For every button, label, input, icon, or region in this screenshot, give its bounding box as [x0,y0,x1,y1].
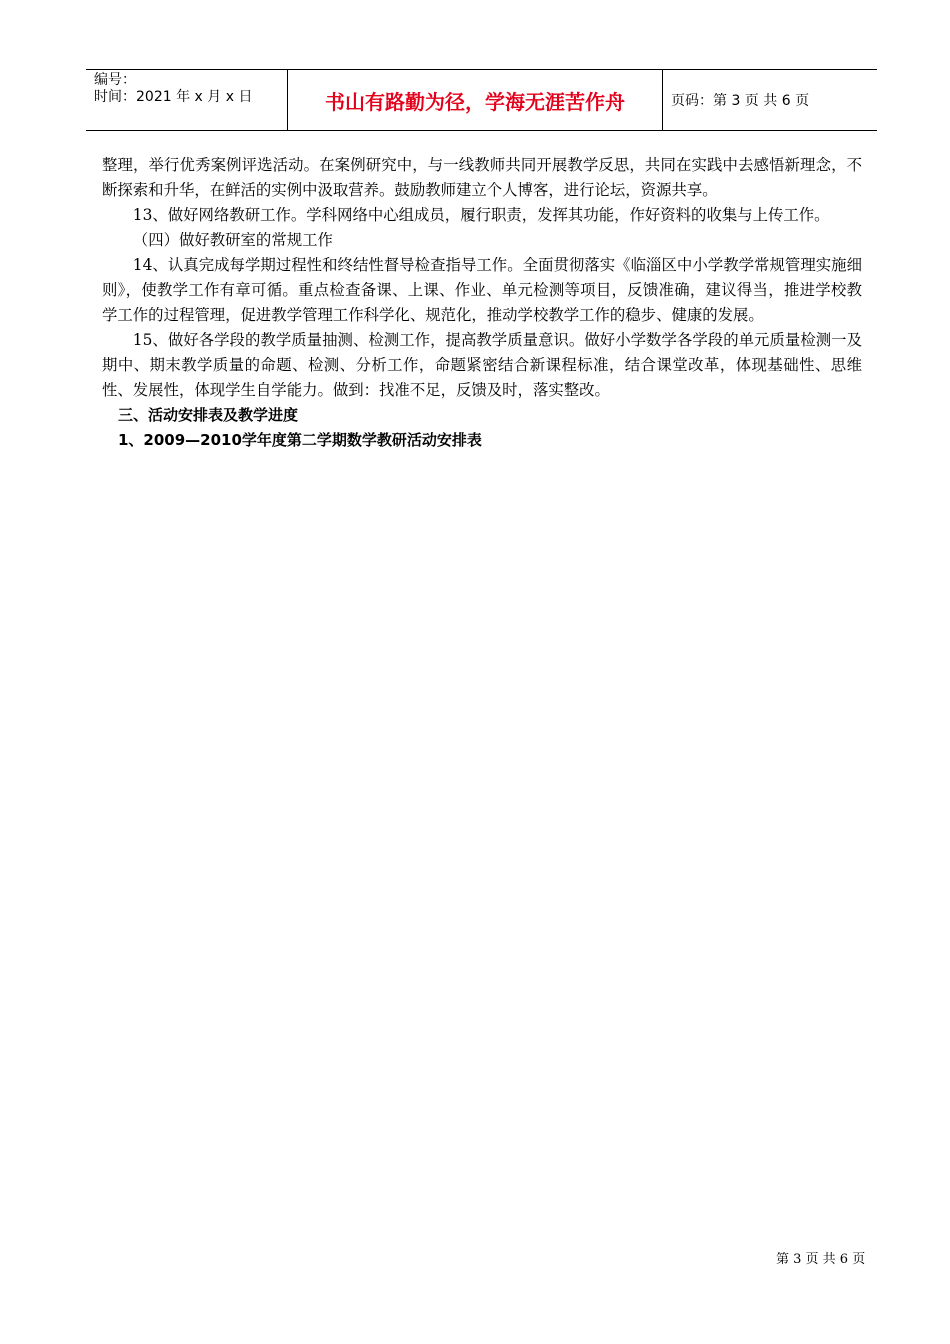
page-footer: 第 3 页 共 6 页 [776,1252,866,1267]
section-heading-4: （四）做好教研室的常规工作 [132,231,333,249]
paragraph-15: 15、做好各学段的教学质量抽测、检测工作，提高教学质量意识。做好小学数学各学段的单元质量检测一及期中、期末教学质量的命题、检测、分析工作，命题紧密结合新课程标准，结合课堂改革，体现基础性、思维性、发展性，体现学生自学能力。做到：找准不足，反馈及时，落实整改。 [102,331,862,399]
header-meta [86,70,288,130]
number-label: 编号： [94,72,136,88]
paragraph-14: 14、认真完成每学期过程性和终结性督导检查指导工作。全面贯彻落实《临淄区中小学教学常规管理实施细则》，使教学工作有章可循。重点检查备课、上课、作业、单元检测等项目，反馈准确，建议得当，推进学校教学工作的过程管理，促进教学管理工作科学化、规范化，推动学校教学工作的稳步、健康的发展。 [102,256,862,324]
section-heading-3: 三、活动安排表及教学进度 [118,406,299,424]
document-body [102,153,862,453]
page-header [86,69,877,131]
header-page-label: 页码：第 3 页 共 6 页 [671,93,810,109]
paragraph-13: 13、做好网络教研工作。学科网络中心组成员，履行职责，发挥其功能，作好资料的收集与上传工作。 [132,206,830,224]
paragraph-continued: 整理，举行优秀案例评选活动。在案例研究中，与一线教师共同开展教学反思，共同在实践中去感悟新理念，不断探索和升华，在鲜活的实例中汲取营养。鼓励教师建立个人博客，进行论坛，资源共享。 [102,156,862,199]
header-motto: 书山有路勤为径，学海无涯苦作舟 [288,70,663,130]
time-label: 时间：2021 年 x 月 x 日 [94,89,253,105]
table-caption: 1、2009—2010学年度第二学期数学教研活动安排表 [118,431,482,449]
